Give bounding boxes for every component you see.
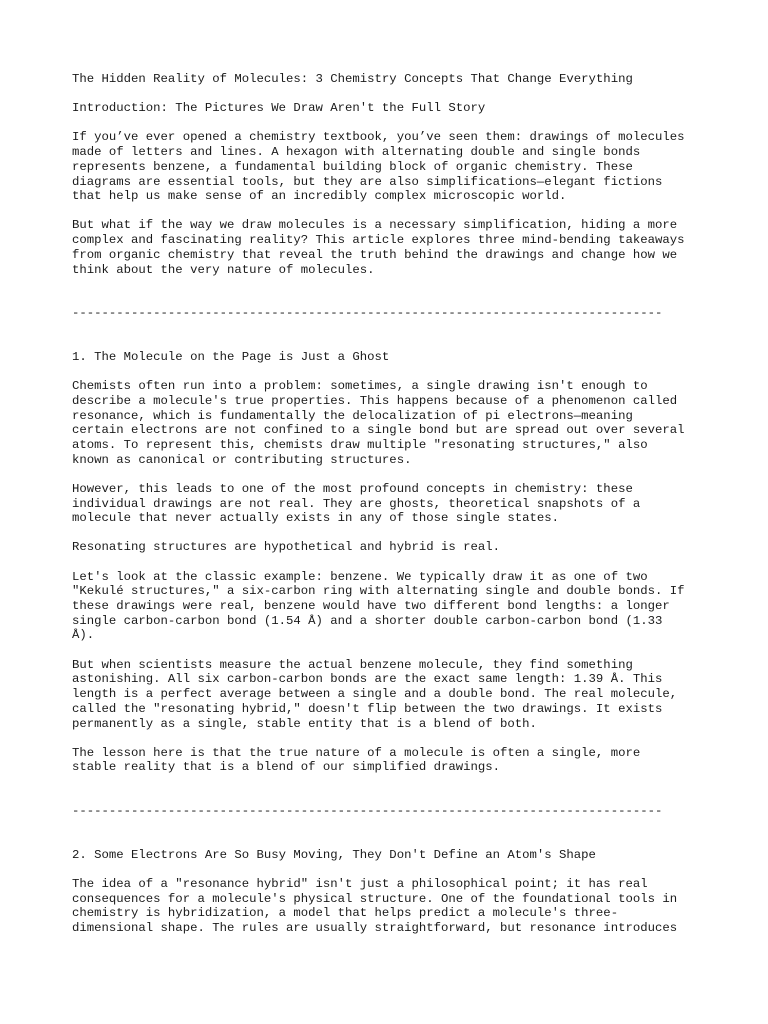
- divider-line: --------------------------------------------------------------------------------: [72, 804, 663, 819]
- section-divider-2: [72, 804, 712, 819]
- section-1-paragraph-2: However, this leads to one of the most profound concepts in chemistry: these individual drawings are not real. They are ghosts, theoretical snapshots of a molecule that never actually exists in any of those single states.: [72, 481, 641, 526]
- section-1-paragraph-4: Let's look at the classic example: benzene. We typically draw it as one of two "Kekulé structures," a six-carbon ring with alternating single and double bonds. If these drawings were real, benzene would have two different bond lengths: a longer single carbon-carbon bond (1.54 Å) and a shorter double carbon-carbon bond (1.33 Å).: [72, 569, 685, 643]
- section-1-paragraph-6: The lesson here is that the true nature of a molecule is often a single, more stable reality that is a blend of our simplified drawings.: [72, 745, 641, 775]
- section-2-paragraph-1: The idea of a "resonance hybrid" isn't just a philosophical point; it has real consequences for a molecule's physical structure. One of the foundational tools in chemistry is hybridization, a model that helps predict a molecule's three- dimensional shape. The rules are usually straightforward, but resonance introduces: [72, 877, 678, 936]
- intro-paragraph-2: But what if the way we draw molecules is a necessary simplification, hiding a more complex and fascinating reality? This article explores three mind-bending takeaways from organic chemistry that reveal the truth behind the drawings and change how we think about the very nature of molecules.: [72, 218, 685, 277]
- divider-line: --------------------------------------------------------------------------------: [72, 306, 663, 321]
- section-2-heading: 2. Some Electrons Are So Busy Moving, They Don't Define an Atom's Shape: [72, 847, 596, 862]
- section-1-paragraph-3: Resonating structures are hypothetical and hybrid is real.: [72, 540, 501, 555]
- intro-heading: Introduction: The Pictures We Draw Aren't the Full Story: [72, 101, 486, 116]
- intro-paragraph-1: If you’ve ever opened a chemistry textbook, you’ve seen them: drawings of molecules made of letters and lines. A hexagon with alternating double and single bonds represents benzene, a fundamental building block of organic chemistry. These diagrams are essential tools, but they are also simplifications—elegant fictions that help us make sense of an incredibly complex microscopic world.: [72, 130, 685, 204]
- section-1-paragraph-1: Chemists often run into a problem: sometimes, a single drawing isn't enough to describe a molecule's true properties. This happens because of a phenomenon called resonance, which is fundamentally the delocalization of pi electrons—meaning certain electrons are not confined to a single bond but are spread out over several atoms. To represent this, chemists draw multiple "resonating structures," also known as canonical or contributing structures.: [72, 379, 685, 467]
- section-1-paragraph-5: But when scientists measure the actual benzene molecule, they find something astonishing. All six carbon-carbon bonds are the exact same length: 1.39 Å. This length is a perfect average between a single and a double bond. The real molecule, called the "resonating hybrid," doesn't flip between the two drawings. It exists permanently as a single, stable entity that is a blend of both.: [72, 657, 678, 731]
- section-1-heading: 1. The Molecule on the Page is Just a Ghost: [72, 349, 390, 364]
- document-title: The Hidden Reality of Molecules: 3 Chemistry Concepts That Change Everything: [72, 72, 633, 86]
- section-divider-1: [72, 306, 712, 321]
- document-page: [72, 72, 712, 936]
